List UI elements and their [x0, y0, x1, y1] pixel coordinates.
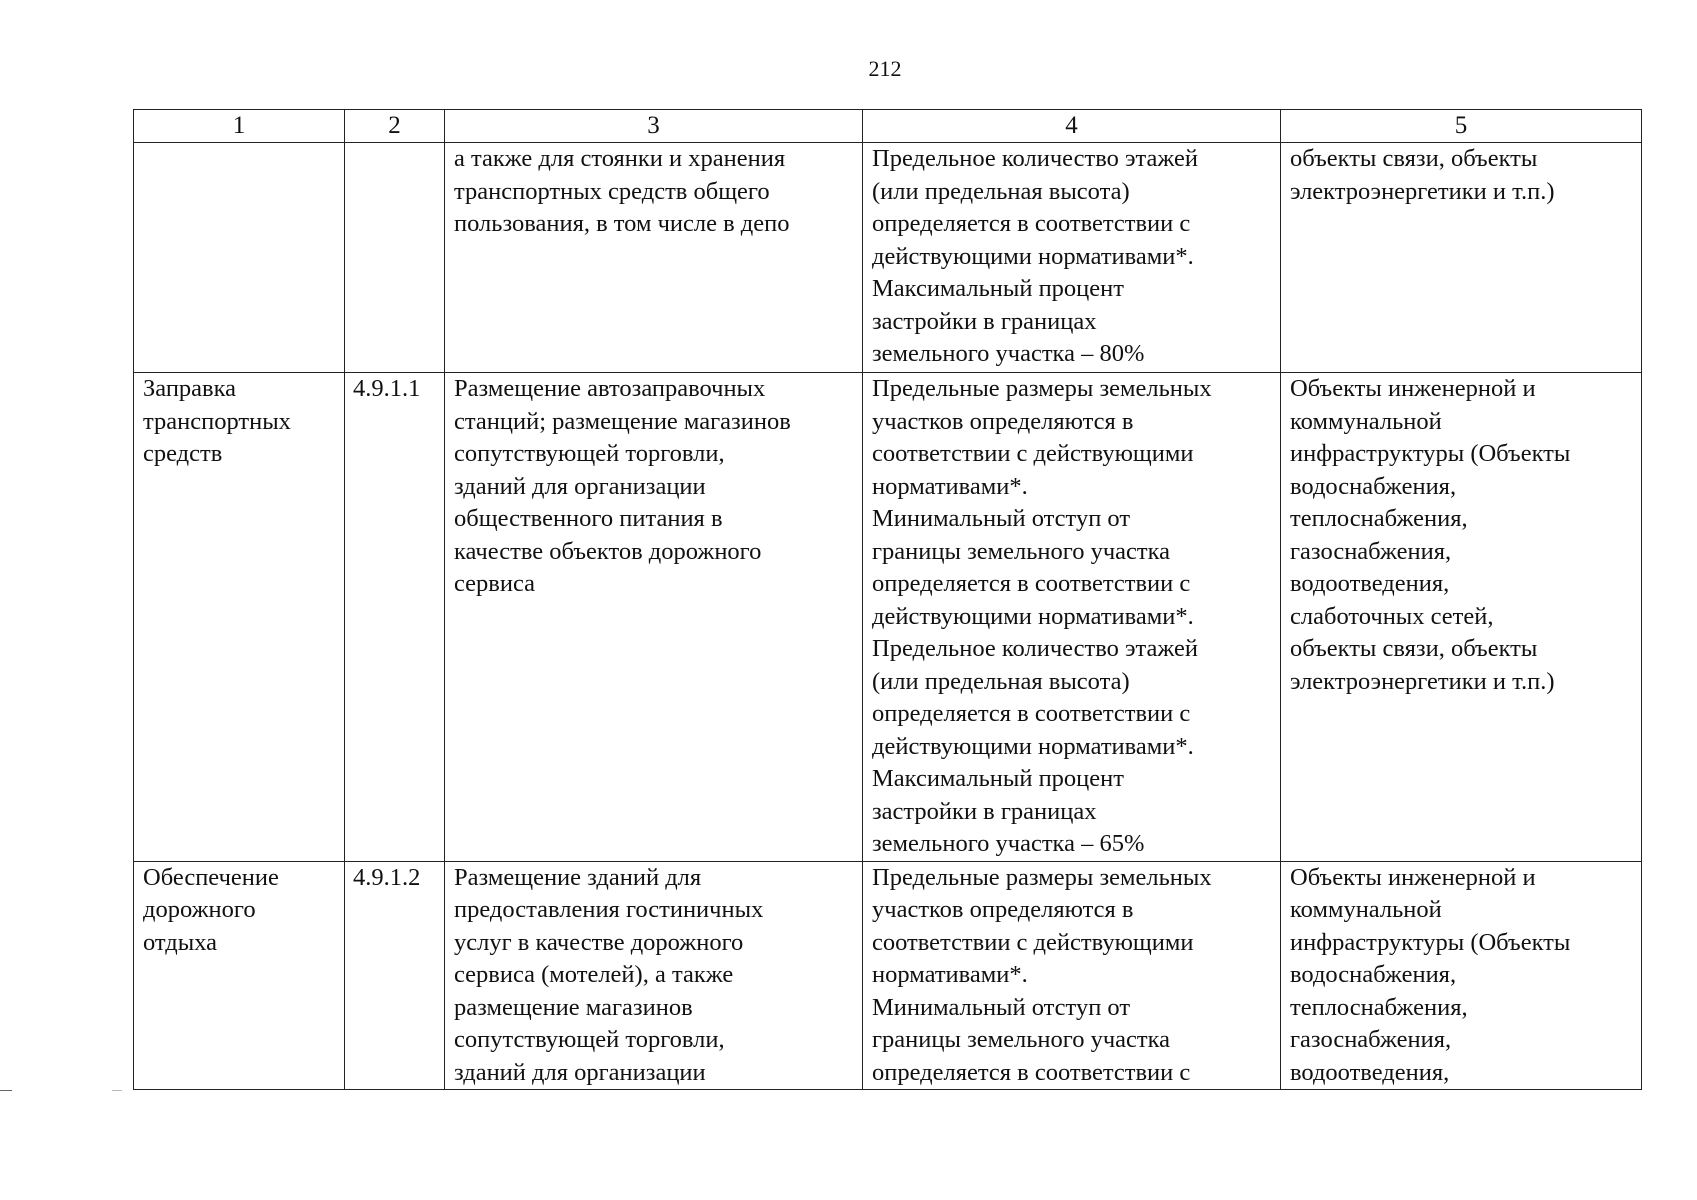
scan-edge-mark — [0, 1090, 12, 1091]
table-header-row — [134, 110, 1642, 143]
use-description-cell: Размещение автозаправочных станций; размещение магазинов сопутствующей торговли, зданий для организации общественного питания в качестве объектов дорожного сервиса — [445, 373, 863, 862]
permitted-objects-cell: объекты связи, объекты электроэнергетики и т.п.) — [1281, 143, 1642, 373]
page-number: 212 — [868, 56, 902, 81]
column-header-4: 4 — [863, 110, 1281, 143]
parameters-cell: Предельное количество этажей (или предельная высота) определяется в соответствии с действующими нормативами*. Максимальный процент застройки в границах земельного участка – 80% — [863, 143, 1281, 373]
column-header-2: 2 — [345, 110, 445, 143]
cell-text: Предельные размеры земельных участков определяются в соответствии с действующими нормативами*. Минимальный отступ от границы земельного участка определяется в соответствии с — [872, 863, 1212, 1086]
cell-text: 4.9.1.2 — [353, 863, 421, 891]
use-type-code-cell — [345, 861, 445, 1089]
cell-text: Размещение зданий для предоставления гостиничных услуг в качестве дорожного сервиса (мотелей), а также размещение магазинов сопутствующей торговли, зданий для организации — [454, 863, 764, 1086]
parameters-cell: Предельные размеры земельных участков определяются в соответствии с действующими нормативами*. Минимальный отступ от границы земельного участка определяется в соответствии с действующими нормативами*. Предельное количество этажей (или предельная высота) определяется в соответствии с действующими нормативами*. Максимальный процент застройки в границах земельного участка – 65% — [863, 373, 1281, 862]
column-header-3: 3 — [445, 110, 863, 143]
land-use-table — [133, 109, 1642, 1090]
use-description-cell: а также для стоянки и хранения транспортных средств общего пользования, в том числе в депо — [445, 143, 863, 373]
use-type-name-cell — [134, 143, 345, 373]
table-row — [134, 143, 1642, 373]
permitted-objects-cell: Объекты инженерной и коммунальной инфраструктуры (Объекты водоснабжения, теплоснабжения, газоснабжения, водоотведения, слаботочных сетей, объекты связи, объекты электроэнергетики и т.п.) — [1281, 373, 1642, 862]
cell-text: Объекты инженерной и коммунальной инфраструктуры (Объекты водоснабжения, теплоснабжения, газоснабжения, водоотведения, — [1290, 863, 1571, 1086]
scan-edge-mark — [112, 1090, 122, 1091]
use-type-name-cell: Заправка транспортных средств — [134, 373, 345, 862]
column-header-5: 5 — [1281, 110, 1642, 143]
parameters-cell — [863, 861, 1281, 1089]
table-row — [134, 861, 1642, 1089]
cell-text: Обеспечение дорожного отдыха — [143, 863, 279, 956]
use-type-name-cell — [134, 861, 345, 1089]
permitted-objects-cell — [1281, 861, 1642, 1089]
use-type-code-cell: 4.9.1.1 — [345, 373, 445, 862]
use-description-cell — [445, 861, 863, 1089]
column-header-1: 1 — [134, 110, 345, 143]
table-row — [134, 373, 1642, 862]
use-type-code-cell — [345, 143, 445, 373]
